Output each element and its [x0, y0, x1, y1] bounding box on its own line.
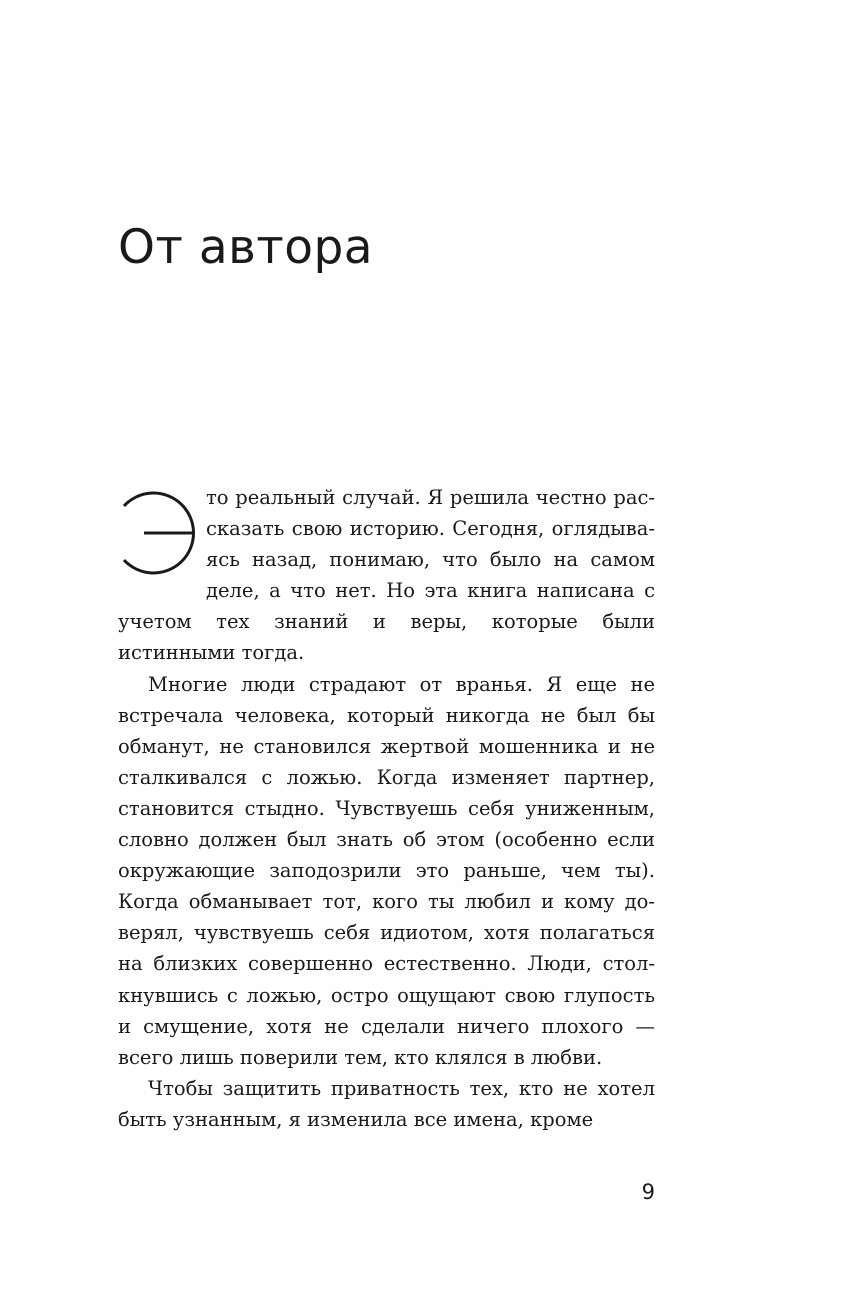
paragraph-2: Многие люди страдают от вранья. Я еще не встречала человека, который никогда не был бы обманут, не становился жертвой мошенника и не сталкивался с ложью. Когда изменяет партнер, становится стыдно. Чувствуешь себя униженным, словно должен был знать об этом (особенно если окружающие заподозрили это раньше, чем ты). Когда обманывает тот, кого ты любил и кому доверял, чувствуешь себя идиотом, хотя полагаться на близких совершенно естественно. Люди, столкнувшись с ложью, остро ощущают свою глупость и смущение, хотя не сделали ничего плохого — всего лишь поверили тем, кто клялся в любви. [118, 672, 655, 1069]
paragraph-1 [118, 482, 655, 669]
paragraph-3: Чтобы защитить приватность тех, кто не хотел быть узнанным, я изменила все имена, кроме [118, 1076, 655, 1131]
paragraph-1-text: то реальный случай. Я решила честно рассказать свою историю. Сегодня, оглядываясь назад, понимаю, что было на самом деле, а что нет. Но эта книга написана с учетом тех знаний и веры, которые были истинными тогда. [118, 486, 655, 665]
dropcap-letter [118, 490, 198, 576]
body-text [118, 482, 655, 1135]
page-number: 9 [641, 1180, 655, 1204]
chapter-title: От автора [118, 220, 374, 275]
dropcap-glyph [118, 490, 198, 576]
